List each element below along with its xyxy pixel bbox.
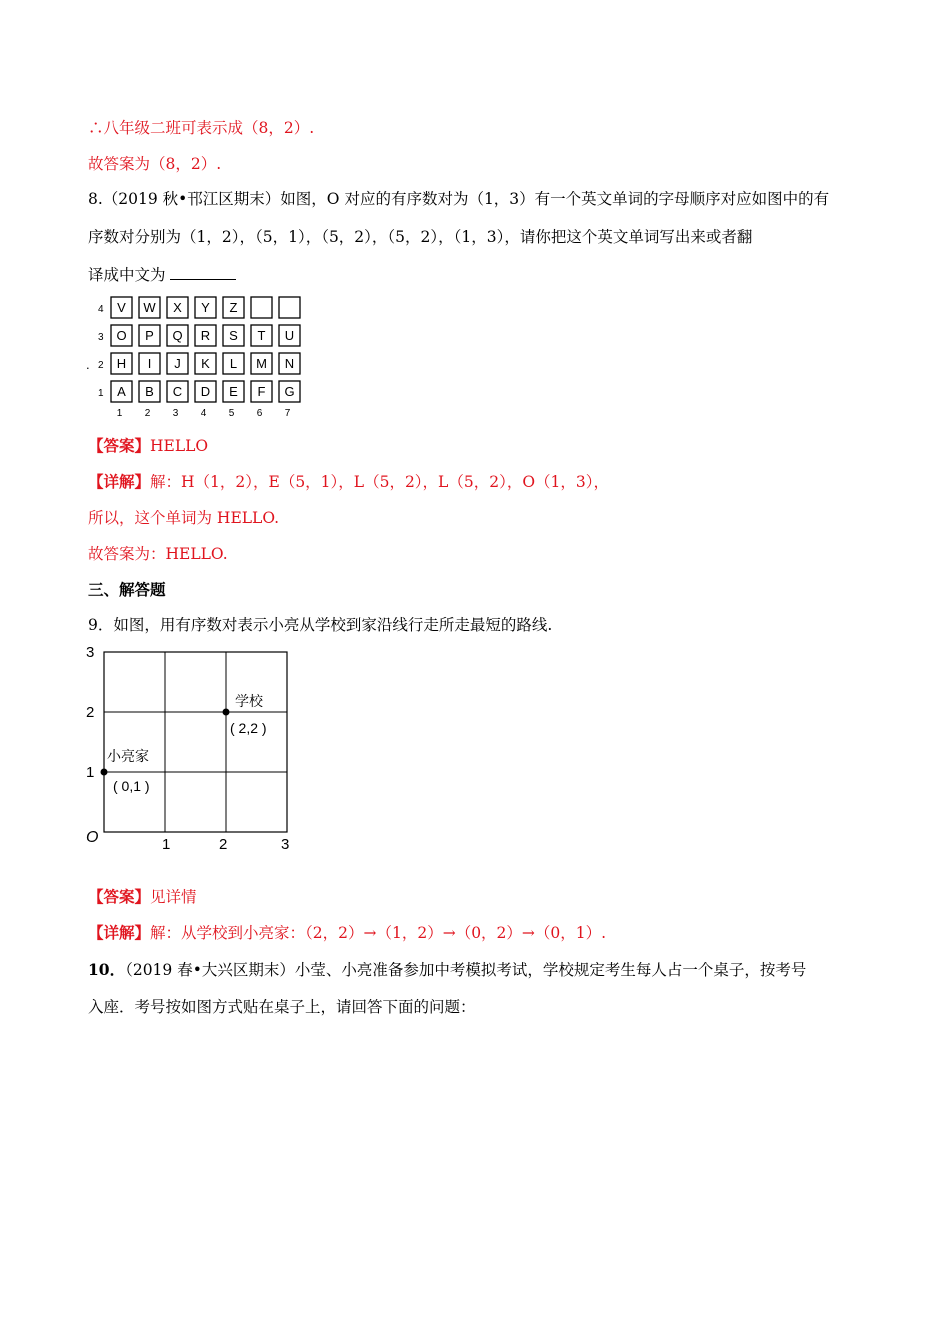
school-point	[223, 709, 230, 716]
letter-cell-text: A	[117, 384, 126, 399]
q8-detail	[88, 472, 609, 492]
q9-detail	[88, 923, 606, 943]
letter-cell-text: N	[284, 356, 295, 371]
answer-blank	[170, 265, 236, 280]
q8-text-2: 序数对分别为（1，2），（5，1），（5，2），（5，2），（1，3），请你把这个英文单词写出来或者翻	[88, 228, 753, 246]
letter-cell-text: D	[200, 384, 211, 399]
letter-cell-text: V	[117, 300, 126, 315]
q10-text-2: 入座．考号按如图方式贴在桌子上，请回答下面的问题：	[88, 998, 476, 1016]
letter-cell-text: Z	[229, 300, 238, 315]
q9-answer-value: 见详情	[150, 888, 197, 906]
letter-grid-row-label: 2	[98, 360, 104, 371]
letter-grid-col-label: 1	[116, 408, 123, 419]
q8-final: 故答案为：HELLO.	[88, 545, 228, 563]
q8-text-1: 8.（2019 秋•邗江区期末）如图，O 对应的有序数对为（1，3）有一个英文单词的字母顺序对应如图中的有	[88, 190, 830, 208]
letter-cell-text: C	[172, 384, 183, 399]
q8-text-3-label: 译成中文为	[88, 266, 166, 284]
grid-border	[104, 652, 287, 832]
x-label-1: 1	[162, 836, 171, 853]
school-coord: ( 2,2 )	[230, 720, 267, 736]
letter-cell-text: R	[200, 328, 211, 343]
letter-cell-text: T	[257, 328, 266, 343]
q10-number: 10．	[88, 960, 126, 979]
y-label-2: 2	[86, 704, 95, 721]
letter-grid-col-label: 6	[256, 408, 263, 419]
q9-answer-tag: 【答案】	[88, 887, 151, 906]
letter-grid-col-label: 5	[228, 408, 235, 419]
letter-grid-row-label: 1	[98, 388, 104, 399]
letter-cell-text: U	[284, 328, 295, 343]
line-class-result: ∴八年级二班可表示成（8，2）.	[88, 119, 315, 137]
letter-cell	[251, 297, 272, 318]
q8-answer-value: HELLO	[150, 437, 209, 455]
y-label-3: 3	[86, 644, 95, 661]
letter-cell-text: K	[201, 356, 210, 371]
letter-grid-row-label: 3	[98, 332, 104, 343]
home-coord: ( 0,1 )	[113, 778, 150, 794]
q8-text-3	[88, 265, 236, 285]
letter-cell-text: L	[229, 356, 238, 371]
q10-text-1	[88, 960, 806, 980]
letter-grid-col-label: 7	[284, 408, 291, 419]
letter-cell-text: G	[284, 384, 295, 399]
letter-cell-text: J	[174, 356, 181, 371]
q10-text-1-body: （2019 春•大兴区期末）小莹、小亮准备参加中考模拟考试，学校规定考生每人占一个桌子，按考号	[125, 961, 807, 979]
letter-cell	[279, 297, 300, 318]
letter-grid-col-label: 3	[172, 408, 179, 419]
letter-cell-text: W	[143, 300, 156, 315]
coord-grid-figure	[80, 640, 310, 858]
letter-grid-col-label: 2	[144, 408, 151, 419]
letter-cell-text: H	[116, 356, 127, 371]
letter-grid-dot: .	[86, 357, 90, 372]
line-answer-prev: 故答案为（8，2）.	[88, 155, 222, 173]
letter-cell-text: X	[173, 300, 182, 315]
letter-cell-text: M	[256, 356, 267, 371]
q9-text: 9．如图，用有序数对表示小亮从学校到家沿线行走所走最短的路线.	[88, 616, 553, 634]
letter-cell-text: Y	[201, 300, 210, 315]
q9-detail-tag: 【详解】	[88, 923, 151, 942]
letter-grid-col-label: 4	[200, 408, 207, 419]
letter-cell-text: O	[116, 328, 127, 343]
letter-cell-text: Q	[172, 328, 183, 343]
x-label-3: 3	[281, 836, 290, 853]
letter-cell-text: F	[257, 384, 266, 399]
origin-label: O	[86, 829, 99, 846]
q8-detail-text: 解：H（1，2），E（5，1），L（5，2），L（5，2），O（1，3），	[150, 473, 610, 491]
home-label: 小亮家	[107, 748, 149, 764]
q8-answer	[88, 436, 208, 456]
letter-grid-figure	[84, 293, 314, 419]
x-label-2: 2	[219, 836, 228, 853]
letter-cell-text: P	[145, 328, 154, 343]
q8-so: 所以，这个单词为 HELLO.	[88, 509, 280, 527]
q8-detail-tag: 【详解】	[88, 472, 151, 491]
home-point	[101, 769, 108, 776]
y-label-1: 1	[86, 764, 95, 781]
letter-cell-text: I	[147, 356, 152, 371]
q9-answer	[88, 887, 197, 907]
section-heading: 三、解答题	[88, 580, 166, 599]
letter-cell-text: S	[229, 328, 238, 343]
q8-answer-tag: 【答案】	[88, 436, 151, 455]
school-label: 学校	[235, 693, 263, 709]
letter-cell-text: E	[229, 384, 238, 399]
q9-detail-text: 解：从学校到小亮家：（2，2）→（1，2）→（0，2）→（0，1）.	[150, 924, 607, 942]
letter-grid-row-label: 4	[98, 304, 104, 315]
letter-cell-text: B	[145, 384, 154, 399]
